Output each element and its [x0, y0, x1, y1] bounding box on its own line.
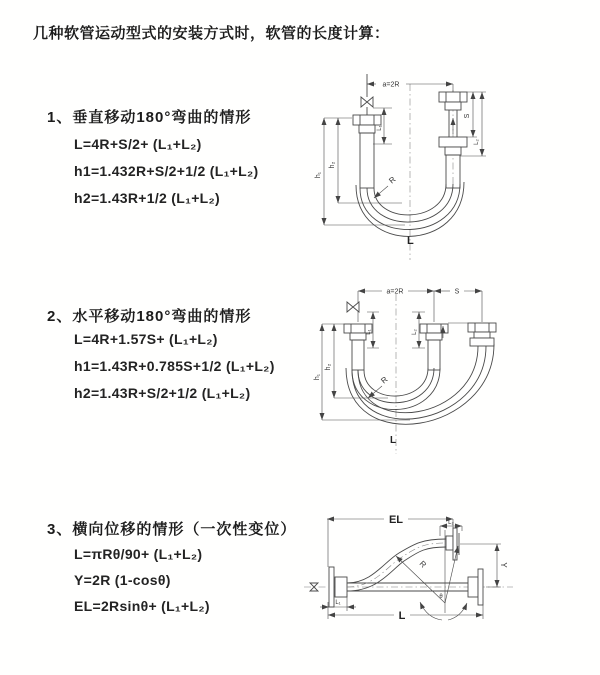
dim-label-h2: h₂ — [329, 161, 336, 169]
dim-label-el: EL — [388, 514, 404, 526]
dim-label-stroke: S — [454, 288, 460, 296]
el-dimension — [327, 514, 453, 567]
dim-label-l1: L₁ — [377, 125, 383, 131]
diagram-lateral-displacement — [300, 498, 598, 653]
braided-hose-section — [428, 340, 440, 370]
l-dimension — [328, 602, 483, 622]
dim-label-r: R — [417, 559, 428, 570]
valve-icon — [361, 74, 373, 115]
diagram-vertical-bend — [310, 70, 575, 265]
dim-label-l2: L₂ — [412, 329, 418, 335]
dim-label-l1: L₁ — [366, 329, 372, 335]
section-1-heading: 1、垂直移动180°弯曲的情形 — [47, 109, 252, 126]
valve-icon — [347, 302, 359, 312]
radius-callout — [368, 375, 390, 398]
section-3-formula-l: L=πRθ/90+ (L₁+L₂) — [74, 546, 203, 562]
y-dimension — [460, 544, 508, 587]
dim-label-l2: L₂ — [474, 139, 480, 145]
dim-label-span: a=2R — [386, 288, 404, 296]
dim-label-l1: L₁ — [335, 600, 341, 606]
section-3-formula-y: Y=2R (1-cosθ) — [74, 572, 171, 588]
dim-label-h2: h₂ — [325, 363, 332, 371]
section-2-heading: 2、水平移动180°弯曲的情形 — [47, 308, 252, 325]
section-3-heading: 3、横向位移的情形（一次性变位） — [47, 521, 297, 538]
dim-label-length: L — [407, 235, 414, 247]
dim-label-span: a=2R — [382, 81, 400, 89]
radius-callout — [374, 175, 398, 198]
braided-hose-section — [360, 133, 374, 188]
dim-label-theta: θ — [439, 594, 443, 600]
section-2-formula-l: L=4R+1.57S+ (L₁+L₂) — [74, 331, 218, 347]
dim-label-l2: L₂ — [448, 520, 454, 526]
fitting-dimension-left — [373, 108, 392, 144]
section-1-formula-l: L=4R+S/2+ (L₁+L₂) — [74, 136, 202, 152]
braided-hose-section — [352, 340, 364, 370]
fitting-dimensions — [366, 312, 425, 348]
dim-label-y: Y — [499, 562, 508, 568]
section-2-formula-h2: h2=1.43R+S/2+1/2 (L₁+L₂) — [74, 385, 251, 401]
upper-flange-assembly — [446, 528, 459, 560]
section-1-formula-h1: h1=1.432R+S/2+1/2 (L₁+L₂) — [74, 163, 259, 179]
dim-label-length: L — [390, 435, 397, 446]
dim-label-r: R — [379, 374, 390, 386]
dim-label-h1: h₁ — [315, 171, 322, 179]
dim-label-length: L — [398, 610, 406, 622]
section-1-formula-h2: h2=1.43R+1/2 (L₁+L₂) — [74, 190, 221, 206]
u-hose-curves — [346, 344, 494, 424]
page-title: 几种软管运动型式的安装方式时，软管的长度计算： — [33, 25, 390, 42]
valve-icon — [310, 583, 318, 591]
right-pipe-assembly — [468, 323, 496, 346]
dim-label-r: R — [387, 174, 398, 186]
dim-label-s: S — [464, 113, 471, 119]
diagram-horizontal-bend — [312, 282, 584, 460]
section-2-formula-h1: h1=1.43R+0.785S+1/2 (L₁+L₂) — [74, 358, 275, 374]
middle-pipe-assembly — [420, 324, 448, 370]
section-3-formula-el: EL=2Rsinθ+ (L₁+L₂) — [74, 598, 210, 614]
right-flange-assembly — [468, 569, 483, 605]
dim-label-h1: h₁ — [314, 373, 321, 381]
top-dimension-chain — [358, 289, 482, 324]
